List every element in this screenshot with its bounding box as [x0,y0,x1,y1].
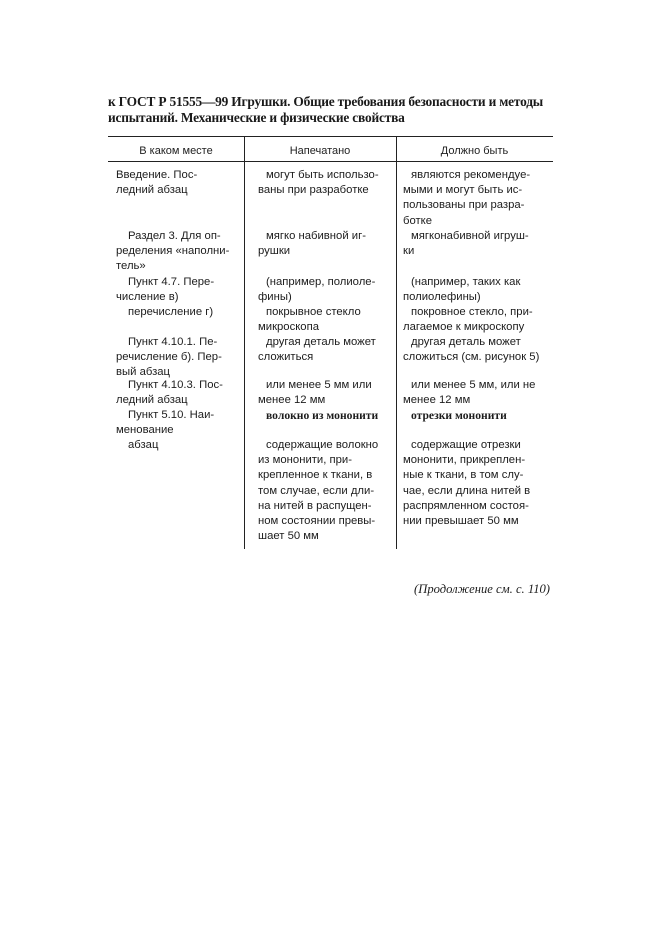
row-8-printed: содержащие волокно из мононити, при- крепленное к ткани, в том случае, если дли- на нитей в распущен- ном состоянии превы- шает 50 мм [258,439,379,543]
row-5-place: Пункт 4.10.1. Пе- речисление б). Пер- вый абзац [116,336,222,379]
row-7-place: Пункт 5.10. Наи- менование [116,409,215,437]
row-7-printed: волокно из мононити [266,409,379,422]
row-5-printed: другая деталь может сложиться [258,336,376,364]
row-1-should-be: являются рекомендуе- мыми и могут быть ис- пользованы при разра- ботке [403,169,531,227]
row-3-place: Пункт 4.7. Пере- числение в) [116,276,215,304]
row-6-printed: или менее 5 мм или менее 12 мм [258,379,372,407]
row-4-should-be: покровное стекло, при- лагаемое к микроскопу [403,306,533,334]
row-5-should-be: другая деталь может сложиться (см. рисунок 5) [403,336,540,364]
table-header-rule [108,161,553,162]
row-8-should-be: содержащие отрезки мононити, прикреплен- ные к ткани, в том слу- чае, если длина нитей в распрямленном состоя- нии превышает 50 мм [403,439,531,528]
header-printed: Напечатано [289,145,351,157]
heading-line-2: испытаний. Механические и физические свойства [108,110,405,125]
row-2-printed: мягко набивной иг- рушки [258,230,366,258]
row-3-printed: (например, полиоле- фины) [258,276,376,304]
row-2-place: Раздел 3. Для оп- ределения «наполни- тель» [116,230,230,273]
row-3-should-be: (например, таких как полиолефины) [403,276,521,304]
row-7-should-be: отрезки мононити [411,409,507,422]
column-divider-2 [396,136,397,549]
column-divider-1 [244,136,245,549]
table-top-rule [108,136,553,137]
row-1-place: Введение. Пос- ледний абзац [116,169,198,197]
header-should-be: Должно быть [440,145,509,157]
header-place: В каком месте [139,145,213,157]
document-heading [108,94,553,126]
row-8-place: абзац [128,439,159,451]
continuation-note: (Продолжение см. с. 110) [414,582,550,596]
heading-line-1: к ГОСТ Р 51555—99 Игрушки. Общие требования безопасности и методы [108,94,544,109]
row-2-should-be: мягконабивной игруш- ки [403,230,529,258]
row-4-printed: покрывное стекло микроскопа [258,306,361,334]
row-6-should-be: или менее 5 мм, или не менее 12 мм [403,379,536,407]
row-4-place: перечисление г) [128,306,214,318]
row-1-printed: могут быть использо- ваны при разработке [258,169,379,197]
row-6-place: Пункт 4.10.3. Пос- ледний абзац [116,379,223,407]
